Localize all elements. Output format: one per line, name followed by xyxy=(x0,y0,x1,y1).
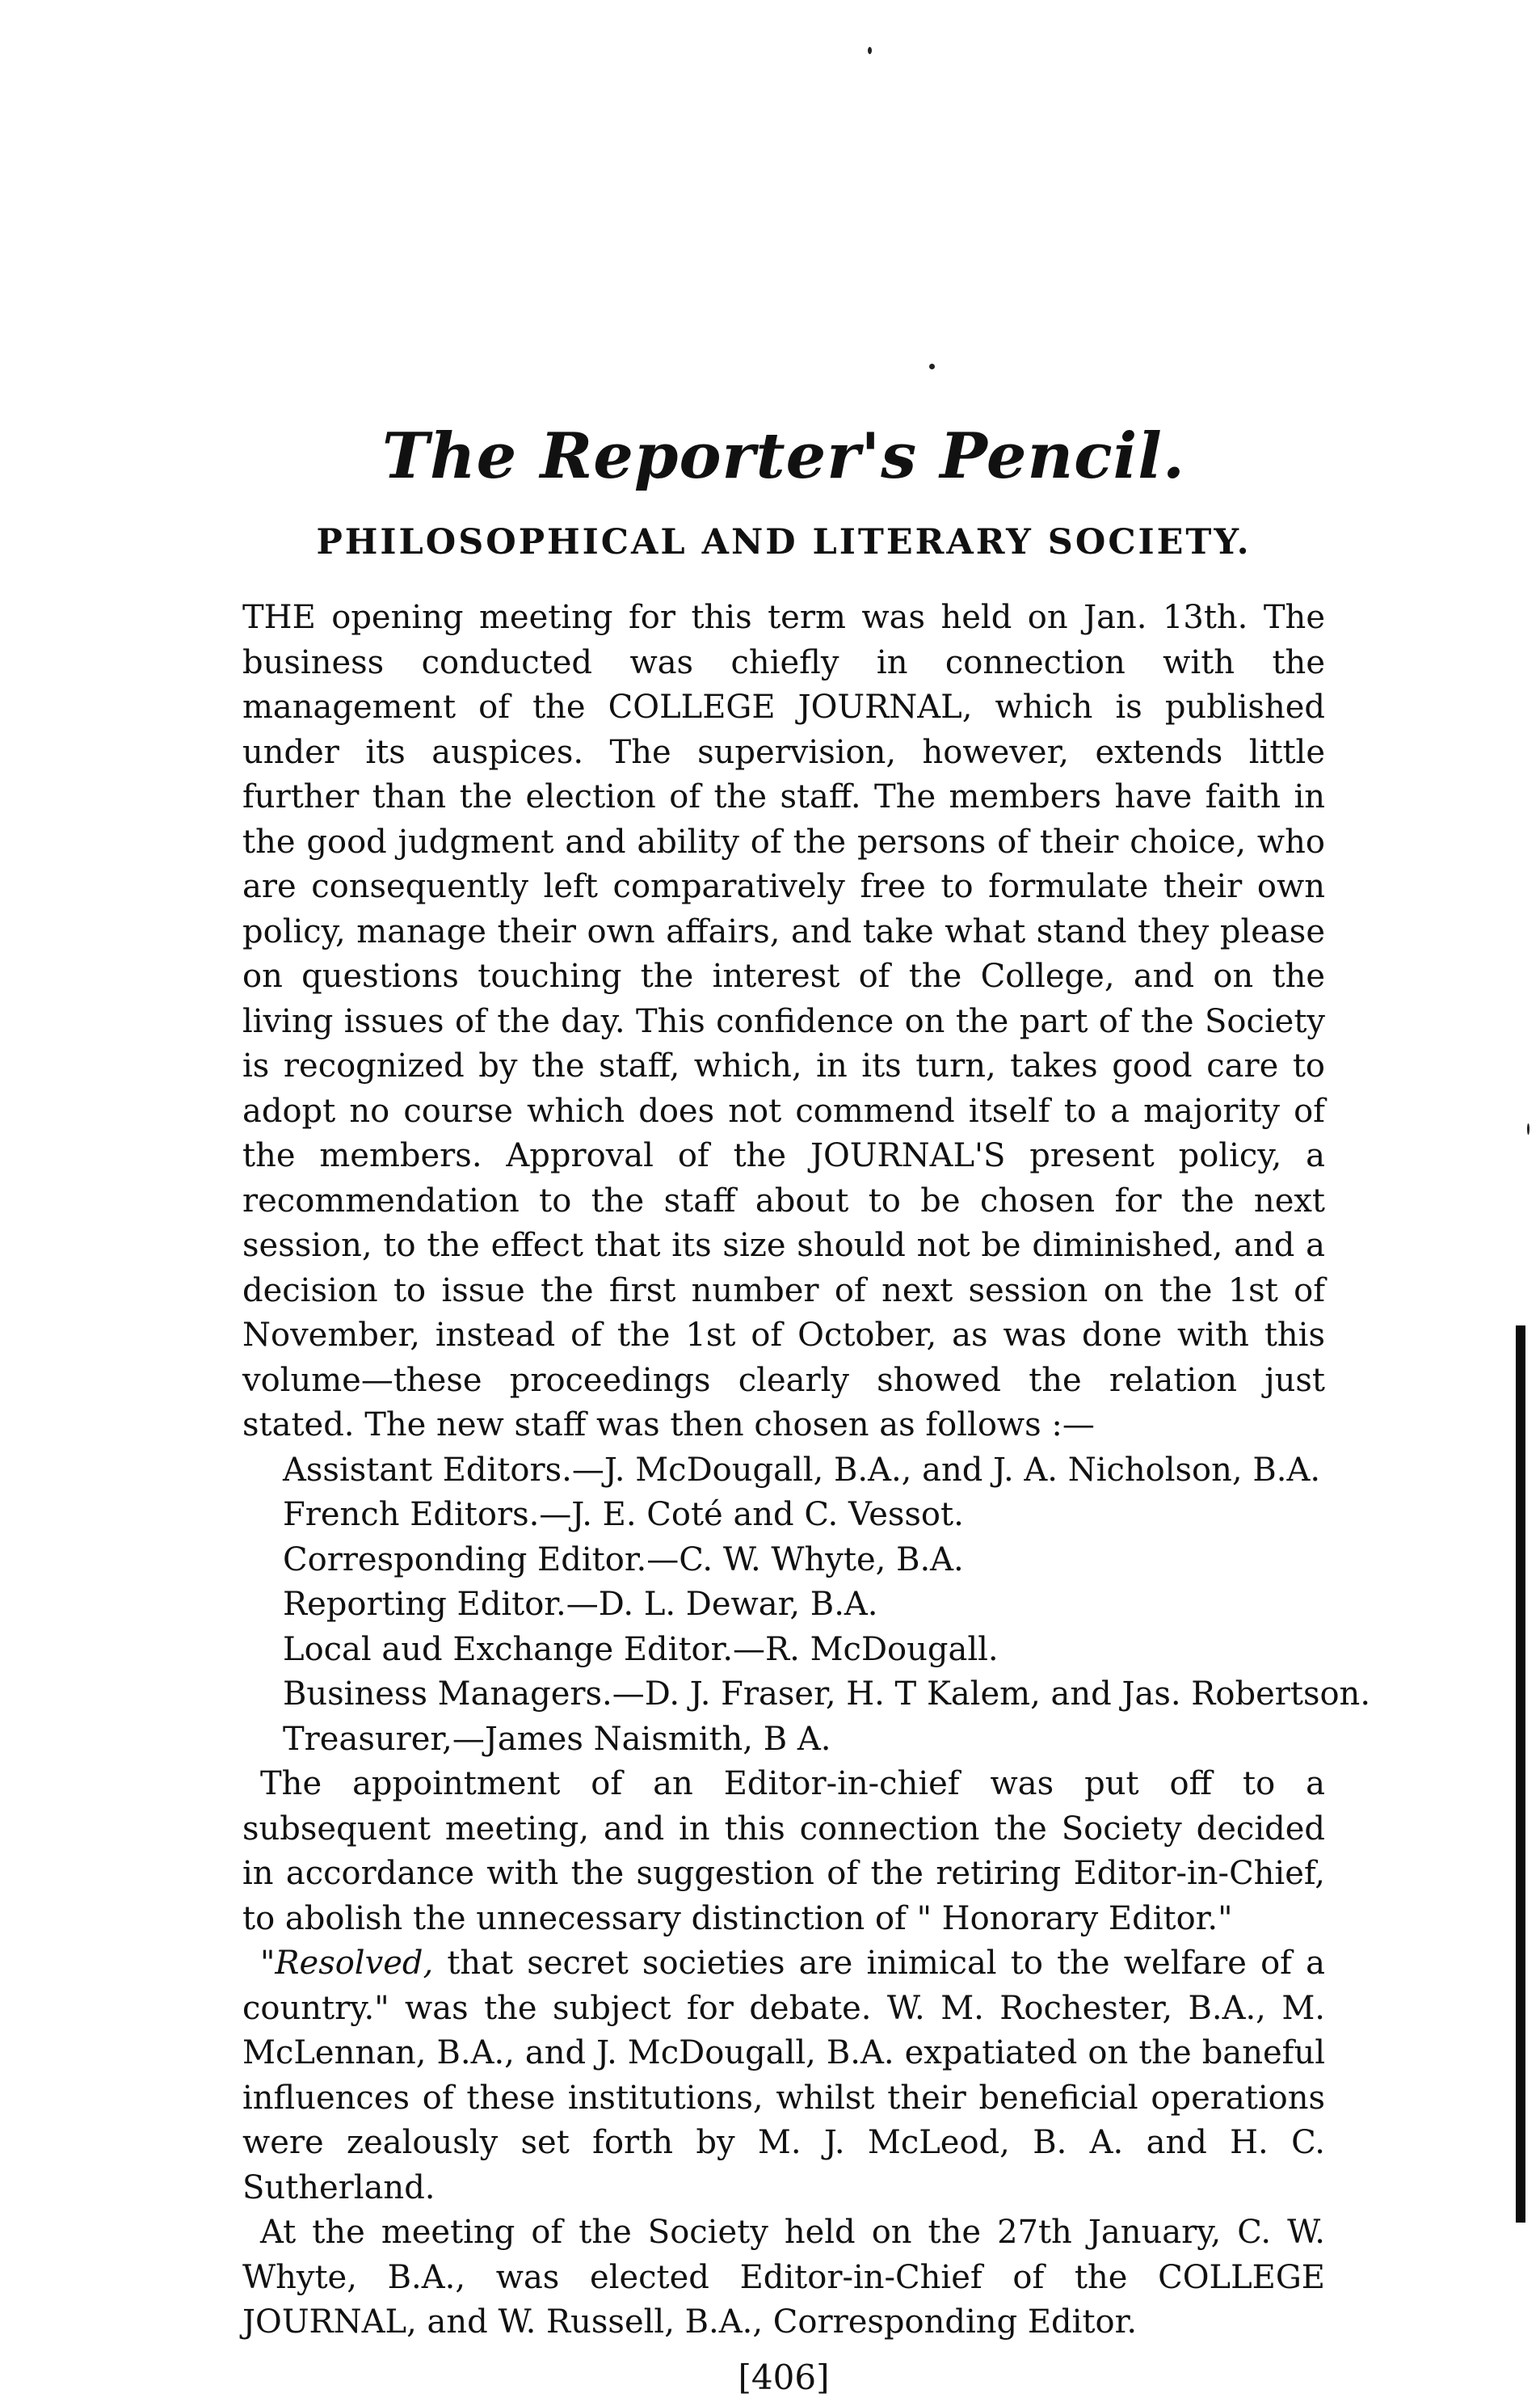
opening-paragraph: THE opening meeting for this term was held on Jan. 13th. The business conducted was chiefly in connection with the management of the COLLEGE JOURNAL, which is published under its auspices. The supervision, however, extends little further than the election of the staff. The members have faith in the good judgment and ability of the persons of their choice, who are consequently left comparatively free to formulate their own policy, manage their own affairs, and take what stand they please on questions touching the interest of the College, and on the living issues of the day. This confidence on the part of the Society is recognized by the staff, which, in its turn, takes good care to adopt no course which does not commend itself to a majority of the members. Approval of the JOURNAL'S present policy, a recommendation to the staff about to be chosen for the next session, to the effect that its size should not be diminished, and a decision to issue the first number of next session on the 1st of November, instead of the 1st of October, as was done with this volume—these proceedings clearly showed the relation just stated. The new staff was then chosen as follows :— xyxy=(242,599,1325,1443)
debate-paragraph xyxy=(242,1941,1325,2210)
editor-paragraph: The appointment of an Editor-in-chief was put off to a subsequent meeting, and in this connection the Society decided in accordance with the suggestion of the retiring Editor-in-Chief, to abolish the unnecessary distinction of " Honorary Editor." xyxy=(242,1765,1325,1937)
staff-entry: Reporting Editor.—D. L. Dewar, B.A. xyxy=(283,1586,878,1623)
staff-entry: Treasurer,—James Naismith, B A. xyxy=(283,1720,831,1758)
scan-speck xyxy=(929,364,935,369)
page-number: [406] xyxy=(738,2357,830,2397)
election-paragraph xyxy=(242,2210,1325,2345)
debate-text: that secret societies are inimical to the welfare of a country." was the subject for debate. W. M. Rochester, B.A., M. McLennan, B.A., and J. McDougall, B.A. expatiated on the baneful influences of these institutions, whilst their beneficial operations were zealously set forth by M. J. McLeod, B. A. and H. C. Sutherland. xyxy=(242,1945,1325,2206)
page-content xyxy=(242,416,1371,2402)
scan-speck xyxy=(1527,1123,1529,1135)
staff-entry: Assistant Editors.—J. McDougall, B.A., and J. A. Nicholson, B.A. xyxy=(283,1451,1321,1489)
quote-mark: " xyxy=(260,1945,276,1982)
staff-entry: Local aud Exchange Editor.—R. McDougall. xyxy=(283,1630,999,1668)
journal-name: COLLEGE JOURNAL xyxy=(242,2258,1325,2341)
election-text-end: , and W. Russell, B.A., Corresponding Editor. xyxy=(406,2303,1138,2341)
resolved-word: Resolved, xyxy=(275,1945,434,1982)
staff-entry: Business Managers.—D. J. Fraser, H. T Kalem, and Jas. Robertson. xyxy=(283,1675,1371,1713)
staff-list xyxy=(283,1448,1371,1763)
election-text: At the meeting of the Society held on the 27th January, C. W. Whyte, B.A., was elected Editor-in-Chief of the xyxy=(242,2214,1325,2296)
scan-edge-bar xyxy=(1516,1325,1525,2223)
society-heading: PHILOSOPHICAL AND LITERARY SOCIETY. xyxy=(316,522,1252,563)
scan-speck xyxy=(868,47,872,54)
staff-entry: French Editors.—J. E. Coté and C. Vessot. xyxy=(283,1496,964,1533)
section-title: The Reporter's Pencil. xyxy=(381,419,1186,493)
staff-entry: Corresponding Editor.—C. W. Whyte, B.A. xyxy=(283,1540,964,1578)
